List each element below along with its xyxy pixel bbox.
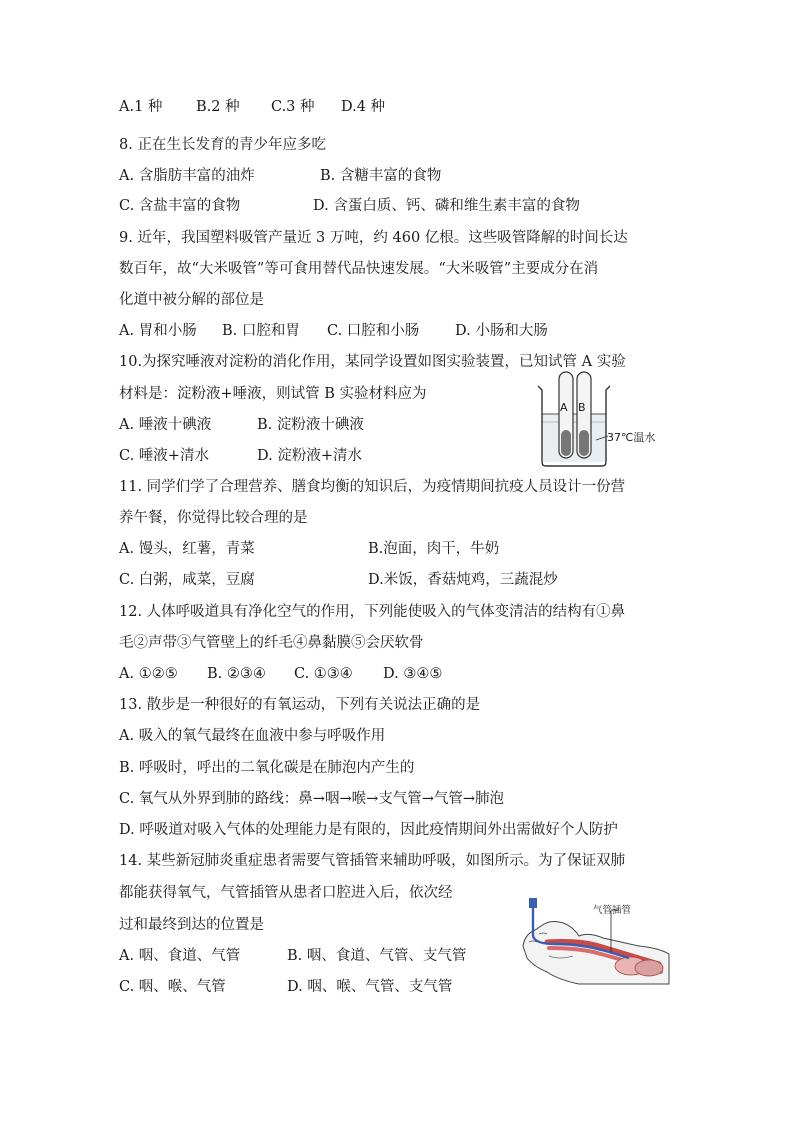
q13-option-a: A. 吸入的氧气最终在血液中参与呼吸作用	[119, 728, 386, 744]
q8-option-b: B. 含糖丰富的食物	[320, 168, 442, 184]
intubation-figure	[519, 896, 675, 988]
q13-option-c: C. 氧气从外界到肺的路线：鼻→咽→喉→支气管→气管→肺泡	[119, 791, 505, 807]
q13-option-d: D. 呼吸道对吸入气体的处理能力是有限的，因此疫情期间外出需做好个人防护	[119, 822, 618, 838]
q9-stem-line-1: 9. 近年，我国塑料吸管产量近 3 万吨，约 460 亿根。这些吸管降解的时间长达	[119, 230, 628, 246]
q12-option-b: B. ②③④	[207, 666, 266, 682]
q10-option-d: D. 淀粉液+清水	[257, 448, 362, 464]
q13-stem: 13. 散步是一种很好的有氧运动，下列有关说法正确的是	[119, 697, 481, 713]
q11-stem-line-1: 11. 同学们学了合理营养、膳食均衡的知识后，为疫情期间抗疫人员设计一份营	[119, 479, 626, 495]
q7-option-c: C.3 种	[271, 99, 315, 115]
q11-option-a: A. 馒头，红薯，青菜	[119, 541, 255, 557]
q7-option-a: A.1 种	[119, 99, 163, 115]
q9-option-c: C. 口腔和小肠	[327, 323, 420, 339]
q11-stem-line-2: 养午餐，你觉得比较合理的是	[119, 510, 308, 526]
q10-stem-line-2: 材料是：淀粉液+唾液，则试管 B 实验材料应为	[119, 386, 427, 402]
q7-option-d: D.4 种	[341, 99, 386, 115]
q9-stem-line-2: 数百年，故“大米吸管”等可食用替代品快速发展。“大米吸管”主要成分在消	[119, 261, 599, 277]
q12-stem-line-1: 12. 人体呼吸道具有净化空气的作用，下列能使吸入的气体变清洁的结构有①鼻	[119, 604, 626, 620]
tube-a-label: A	[560, 401, 568, 414]
q12-stem-line-2: 毛②声带③气管壁上的纤毛④鼻黏膜⑤会厌软骨	[119, 635, 424, 651]
q14-option-b: B. 咽、食道、气管、支气管	[287, 948, 467, 964]
q9-option-a: A. 胃和小肠	[119, 323, 197, 339]
beaker-figure	[536, 370, 666, 470]
q11-option-c: C. 白粥，咸菜，豆腐	[119, 572, 255, 588]
q8-stem: 8. 正在生长发育的青少年应多吃	[119, 137, 326, 153]
q14-option-c: C. 咽、喉、气管	[119, 979, 226, 995]
q11-option-d: D.米饭，香菇炖鸡，三蔬混炒	[368, 572, 558, 588]
q8-option-c: C. 含盐丰富的食物	[119, 198, 241, 214]
q14-option-a: A. 咽、食道、气管	[119, 948, 241, 964]
q8-option-a: A. 含脂肪丰富的油炸	[119, 168, 255, 184]
q14-stem-line-1: 14. 某些新冠肺炎重症患者需要气管插管来辅助呼吸，如图所示。为了保证双肺	[119, 853, 626, 869]
q10-option-b: B. 淀粉液十碘液	[257, 417, 364, 433]
intubation-tube-label: 气管插管	[593, 905, 632, 916]
q10-option-a: A. 唾液十碘液	[119, 417, 212, 433]
tube-b-label: B	[578, 401, 586, 414]
q7-option-b: B.2 种	[196, 99, 240, 115]
q12-option-c: C. ①③④	[294, 666, 353, 682]
q10-option-c: C. 唾液+清水	[119, 448, 209, 464]
q9-option-d: D. 小肠和大肠	[455, 323, 548, 339]
warm-water-label: 37℃温水	[607, 431, 656, 444]
q9-option-b: B. 口腔和胃	[222, 323, 300, 339]
q9-stem-line-3: 化道中被分解的部位是	[119, 292, 264, 308]
q12-option-d: D. ③④⑤	[383, 666, 443, 682]
q14-stem-line-3: 过和最终到达的位置是	[119, 917, 264, 933]
q11-option-b: B.泡面，肉干，牛奶	[368, 541, 500, 557]
q14-stem-line-2: 都能获得氧气，气管插管从患者口腔进入后，依次经	[119, 885, 453, 901]
q14-option-d: D. 咽、喉、气管、支气管	[287, 979, 453, 995]
q13-option-b: B. 呼吸时，呼出的二氧化碳是在肺泡内产生的	[119, 760, 415, 776]
q10-stem-line-1: 10.为探究唾液对淀粉的消化作用，某同学设置如图实验装置，已知试管 A 实验	[119, 354, 626, 370]
q8-option-d: D. 含蛋白质、钙、磷和维生素丰富的食物	[313, 198, 580, 214]
q12-option-a: A. ①②⑤	[119, 666, 178, 682]
